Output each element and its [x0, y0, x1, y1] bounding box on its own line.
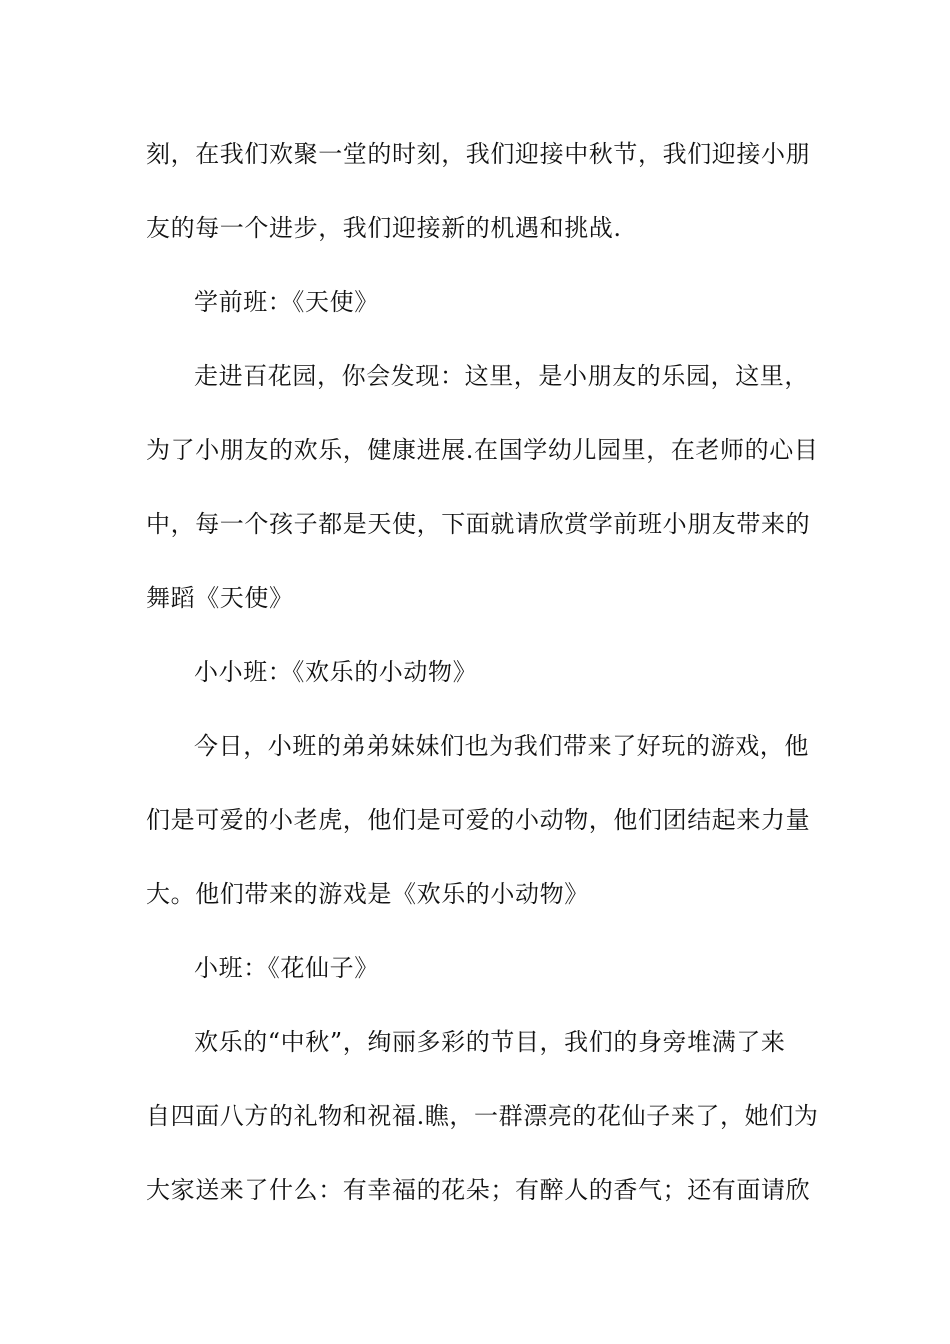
section-heading-preschool: 学前班：《天使》 [194, 288, 379, 316]
text-line: 友的每一个进步，我们迎接新的机遇和挑战. [146, 214, 622, 242]
paragraph-start: 欢乐的“中秋”，绚丽多彩的节目，我们的身旁堆满了来 [194, 1028, 786, 1056]
text-line: 刻，在我们欢聚一堂的时刻，我们迎接中秋节，我们迎接小朋 [146, 140, 811, 168]
text-line: 舞蹈《天使》 [146, 584, 294, 612]
text-line: 们是可爱的小老虎，他们是可爱的小动物，他们团结起来力量 [146, 806, 811, 834]
text-line: 大家送来了什么：有幸福的花朵；有醉人的香气；还有面请欣 [146, 1176, 811, 1204]
text-line: 大。他们带来的游戏是《欢乐的小动物》 [146, 880, 589, 908]
text-line: 为了小朋友的欢乐，健康进展.在国学幼儿园里，在老师的心目 [146, 436, 819, 464]
document-body [146, 124, 819, 1234]
paragraph-start: 走进百花园，你会发现：这里，是小朋友的乐园，这里， [194, 362, 809, 390]
text-line: 中，每一个孩子都是天使，下面就请欣赏学前班小朋友带来的 [146, 510, 811, 538]
section-heading-small-class: 小班：《花仙子》 [194, 954, 379, 982]
text-line: 自四面八方的礼物和祝福.瞧，一群漂亮的花仙子来了，她们为 [146, 1102, 819, 1130]
section-heading-nursery: 小小班：《欢乐的小动物》 [194, 658, 478, 686]
paragraph-start: 今日，小班的弟弟妹妹们也为我们带来了好玩的游戏，他 [194, 732, 809, 760]
